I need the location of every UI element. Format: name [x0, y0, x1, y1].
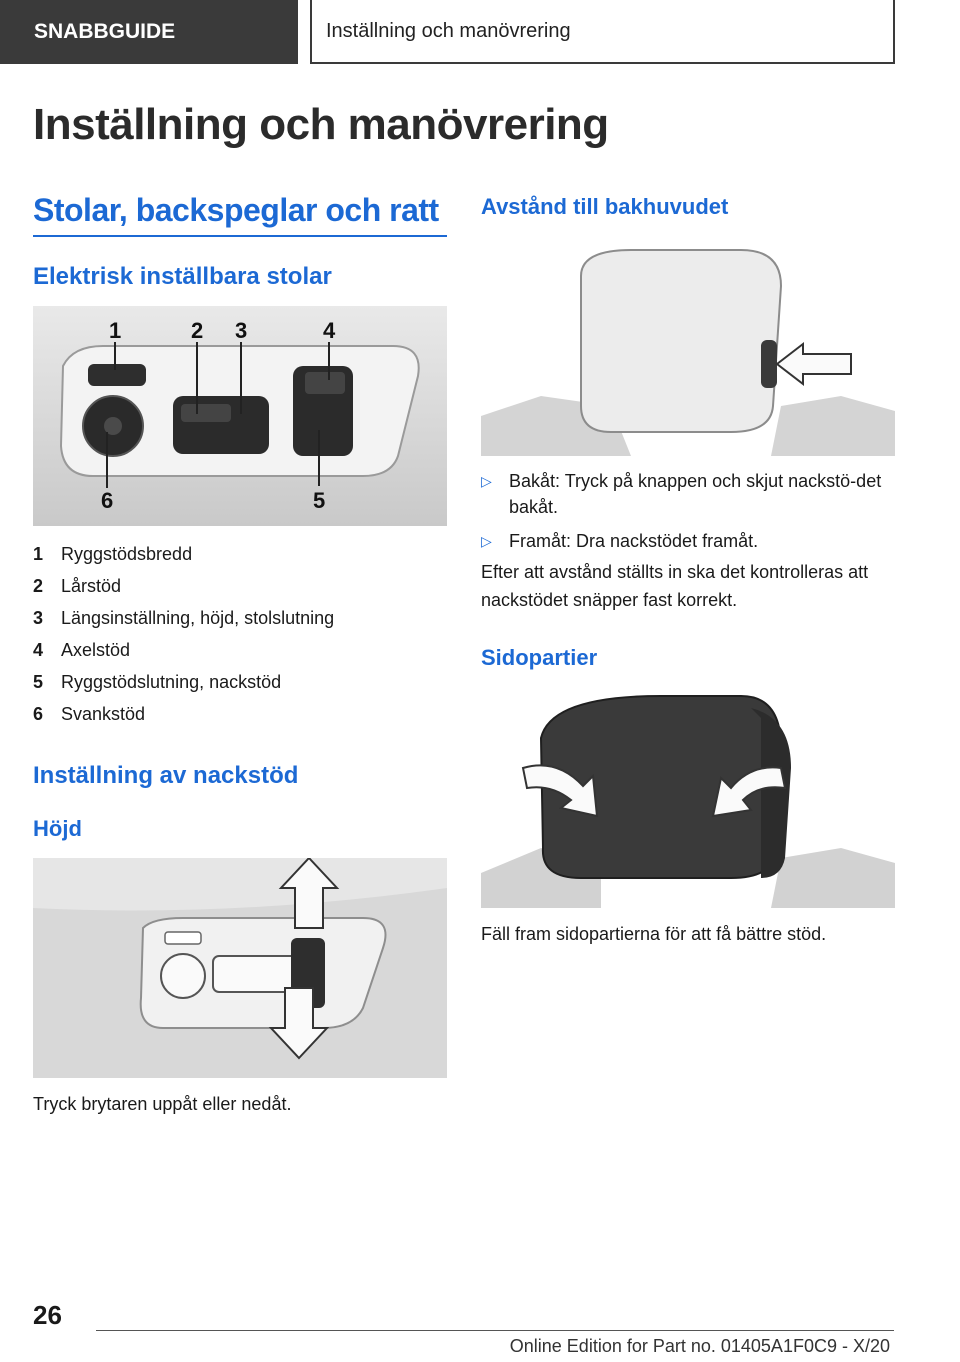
height-caption: Tryck brytaren uppåt eller nedåt. [33, 1094, 292, 1114]
list-item: 5 Ryggstödslutning, nackstöd [33, 671, 282, 692]
sides-title: Sidopartier [481, 645, 598, 670]
page-title: Inställning och manövrering [33, 100, 609, 149]
callout-4: 4 [323, 318, 336, 343]
callout-3: 3 [235, 318, 248, 343]
height-title: Höjd [33, 816, 82, 841]
list-item: 4 Axelstöd [33, 639, 131, 660]
headrest-title: Inställning av nackstöd [33, 762, 299, 789]
footer-divider [96, 1330, 894, 1331]
sides-caption: Fäll fram sidopartierna för att få bättre stöd. [481, 924, 827, 944]
header-topic-tab: Inställning och manövrering [310, 0, 895, 64]
page-number: 26 [33, 1300, 62, 1330]
list-item: ▷ Bakåt: Tryck på knappen och skjut nackstö-det bakåt. [481, 468, 895, 520]
list-item: 6 Svankstöd [33, 703, 146, 724]
seat-controls-image [33, 306, 447, 526]
callout-2: 2 [191, 318, 204, 343]
callout-1: 1 [109, 318, 122, 343]
distance-title: Avstånd till bakhuvudet [481, 194, 729, 219]
bullet-triangle-icon: ▷ [481, 533, 492, 549]
callout-6: 6 [101, 488, 114, 513]
headrest-distance-image [481, 236, 895, 456]
list-item: 3 Längsinställning, höjd, stolslutning [33, 607, 335, 628]
header-section-tab: SNABBGUIDE [0, 0, 298, 64]
callout-5: 5 [313, 488, 326, 513]
section-title: Stolar, backspeglar och ratt [33, 192, 447, 237]
headrest-sides-image [481, 688, 895, 908]
bullet-triangle-icon: ▷ [481, 473, 492, 489]
list-item: ▷ Framåt: Dra nackstödet framåt. [481, 528, 895, 554]
height-adjust-image [33, 858, 447, 1078]
list-item: 1 Ryggstödsbredd [33, 543, 193, 564]
list-item: 2 Lårstöd [33, 575, 122, 596]
footer-edition: Online Edition for Part no. 01405A1F0C9 - X/20 [509, 1336, 890, 1356]
distance-bullets [481, 468, 895, 562]
seat-controls-list [33, 538, 334, 730]
distance-text: Efter att avstånd ställts in ska det kontrolleras att nackstödet snäpper fast korrekt. [481, 562, 869, 610]
subsection-title-seats: Elektrisk inställbara stolar [33, 263, 332, 290]
